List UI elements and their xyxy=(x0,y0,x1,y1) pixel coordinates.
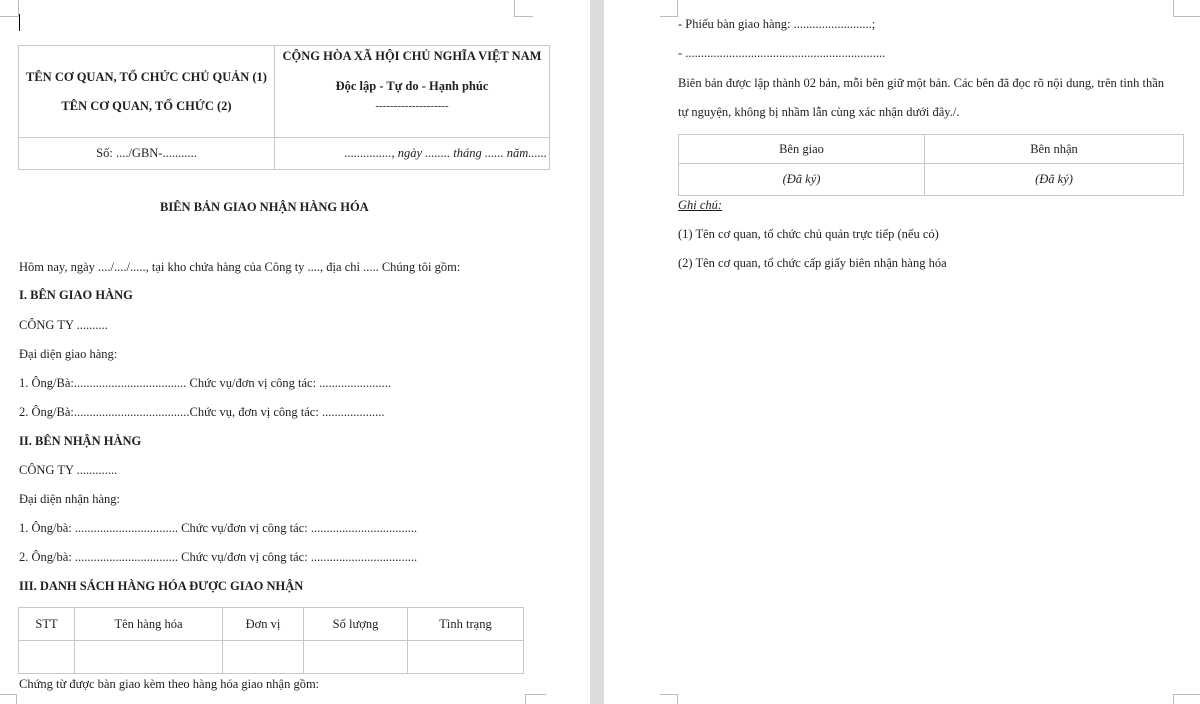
section1-person1: 1. Ông/Bà:.................................... Chức vụ/đơn vị công tác: ....................... xyxy=(19,376,392,390)
org-name: TÊN CƠ QUAN, TỔ CHỨC (2) xyxy=(61,98,232,113)
receiver-label: Bên nhận xyxy=(925,135,1184,164)
table-cell[interactable] xyxy=(19,641,75,674)
col-header-unit: Đơn vị xyxy=(223,608,304,641)
table-cell[interactable] xyxy=(75,641,223,674)
blank-line: - ................................................................ xyxy=(678,46,886,60)
document-page-left[interactable] xyxy=(0,0,590,704)
section3-heading: III. DANH SÁCH HÀNG HÓA ĐƯỢC GIAO NHẬN xyxy=(19,579,304,593)
crop-mark-bottom-left xyxy=(0,694,17,704)
org-parent-name: TÊN CƠ QUAN, TỔ CHỨC CHỦ QUẢN (1) xyxy=(26,69,267,84)
section1-heading: I. BÊN GIAO HÀNG xyxy=(19,288,133,302)
crop-mark-top-right xyxy=(1173,0,1200,17)
text-cursor xyxy=(19,14,20,31)
col-header-stt: STT xyxy=(19,608,75,641)
col-header-quantity: Số lượng xyxy=(304,608,408,641)
goods-table xyxy=(18,607,524,674)
table-cell[interactable] xyxy=(304,641,408,674)
header-country-cell xyxy=(275,46,550,138)
crop-mark-top-left xyxy=(660,0,678,17)
section1-company: CÔNG TY .......... xyxy=(19,318,108,332)
receiver-signed: (Đã ký) xyxy=(925,164,1184,196)
giver-signed: (Đã ký) xyxy=(679,164,925,196)
country-name: CỘNG HÒA XÃ HỘI CHỦ NGHĨA VIỆT NAM xyxy=(282,49,542,63)
giver-label: Bên giao xyxy=(679,135,925,164)
section2-person2: 2. Ông/bà: ................................. Chức vụ/đơn vị công tác: .................................. xyxy=(19,550,418,564)
notes-label: Ghi chú: xyxy=(678,198,723,212)
document-date: ..............., ngày ........ tháng ...... năm...... xyxy=(275,138,550,170)
closing-paragraph-line2: tự nguyện, không bị nhầm lẫn cùng xác nhận dưới đây./. xyxy=(678,105,960,119)
note-2: (2) Tên cơ quan, tổ chức cấp giấy biên nhận hàng hóa xyxy=(678,256,947,270)
document-page-right[interactable] xyxy=(604,0,1200,704)
attached-docs-line: Chứng từ được bàn giao kèm theo hàng hóa giao nhận gồm: xyxy=(19,677,320,691)
section1-rep-label: Đại diện giao hàng: xyxy=(19,347,118,361)
motto: Độc lập - Tự do - Hạnh phúc xyxy=(335,79,489,93)
col-header-goods-name: Tên hàng hóa xyxy=(75,608,223,641)
delivery-slip-line: - Phiếu bàn giao hàng: .........................; xyxy=(678,17,876,31)
closing-paragraph-line1: Biên bản được lập thành 02 bản, mỗi bên giữ một bản. Các bên đã đọc rõ nội dung, trên tinh thần xyxy=(678,76,1165,90)
table-row xyxy=(19,641,524,674)
section2-heading: II. BÊN NHẬN HÀNG xyxy=(19,434,142,448)
motto-rule: -------------------- xyxy=(375,100,449,112)
crop-mark-top-right xyxy=(514,0,533,17)
header-org-cell xyxy=(19,46,275,138)
section2-company: CÔNG TY ............. xyxy=(19,463,118,477)
document-number: Số: ..../GBN-........... xyxy=(19,138,275,170)
table-cell[interactable] xyxy=(408,641,524,674)
crop-mark-bottom-left xyxy=(660,694,678,704)
section1-person2: 2. Ông/Bà:.....................................Chức vụ, đơn vị công tác: .................... xyxy=(19,405,385,419)
note-1: (1) Tên cơ quan, tổ chức chủ quản trực tiếp (nếu có) xyxy=(678,227,939,241)
header-table xyxy=(18,45,550,170)
section2-person1: 1. Ông/bà: ................................. Chức vụ/đơn vị công tác: .................................. xyxy=(19,521,418,535)
table-cell[interactable] xyxy=(223,641,304,674)
signature-table xyxy=(678,134,1184,196)
crop-mark-bottom-right xyxy=(1173,694,1200,704)
intro-paragraph: Hôm nay, ngày ..../..../....., tại kho chứa hàng của Công ty ...., địa chỉ ..... Chúng tôi gồm: xyxy=(19,260,461,274)
crop-mark-top-left xyxy=(0,0,19,17)
page-gutter xyxy=(590,0,604,704)
col-header-condition: Tình trạng xyxy=(408,608,524,641)
document-title: BIÊN BẢN GIAO NHẬN HÀNG HÓA xyxy=(160,200,369,214)
crop-mark-bottom-right xyxy=(525,694,546,704)
section2-rep-label: Đại diện nhận hàng: xyxy=(19,492,121,506)
